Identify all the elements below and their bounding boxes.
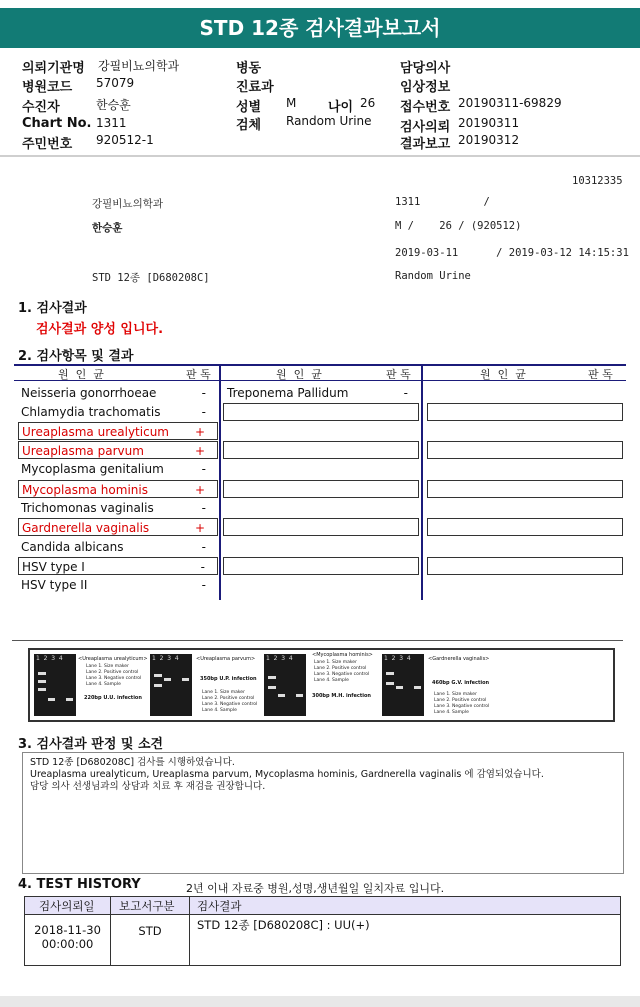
report-row [400,133,520,152]
history-result: STD 12종 [D680208C] : UU(+) [197,918,370,932]
organism-name: Mycoplasma hominis [22,483,148,497]
organism-name: HSV type II [21,578,88,592]
organism-name: Ureaplasma parvum [22,444,144,458]
organism-name: Neisseria gonorrhoeae [21,386,157,400]
result-row [224,384,420,402]
id-value: 920512-1 [96,133,154,147]
col3-header-judge: 판 독 [588,368,613,381]
organism-name: Chlamydia trachomatis [21,405,161,419]
opinion-line: 담당 의사 선생님과의 상담과 치료 후 재검을 권장합니다. [30,781,266,792]
gel-legend: Lane 1. Size maker Lane 2. Positive control Lane 3. Negative control Lane 4. Sample [86,664,142,687]
empty-cell [427,441,623,459]
result-sign: - [201,462,206,476]
opinion-line: Ureaplasma urealyticum, Ureaplasma parvum, Mycoplasma hominis, Gardnerella vaginalis 에 감염되었습니다. [30,769,544,780]
section1-heading: 1. 검사결과 [18,301,87,316]
gel-lane-numbers: 1 2 3 4 [266,655,293,662]
result-row [18,403,218,421]
history-table [24,896,621,966]
report-title: STD 12종 검사결과보고서 [0,8,640,48]
age-label: 나이 [328,100,354,115]
result-row [18,576,218,594]
gel-band [38,688,46,691]
gel-photo [150,654,192,716]
gel-legend: Lane 1. Size maker Lane 2. Positive control Lane 3. Negative control Lane 4. Sample [202,690,258,713]
section2-heading: 2. 검사항목 및 결과 [18,349,134,364]
gel-band [182,678,189,681]
result-row-positive [18,518,218,536]
history-col-result: 검사결과 [197,899,242,913]
opinion-box [22,752,624,874]
gel-band [38,680,46,683]
age-value: 26 [360,96,376,110]
grid-divider-2 [421,364,423,600]
patient-value: 한승훈 [96,98,131,112]
gel-legend: Lane 1. Size maker Lane 2. Positive control Lane 3. Negative control Lane 4. Sample [434,692,490,715]
receipt-label: 접수번호 [400,100,451,115]
organism-name: Treponema Pallidum [227,386,349,400]
result-sign: - [403,386,408,400]
patient-label: 수진자 [22,100,60,115]
result-row [18,538,218,556]
institution-label: 의뢰기관명 [22,61,85,76]
result-row [18,384,218,402]
gel-photo [382,654,424,716]
positive-result: 검사결과 양성 입니다. [36,322,164,337]
specimen-row [236,114,372,133]
result-sign: - [201,386,206,400]
result-sign: - [200,560,205,574]
gel-band [386,672,394,675]
col2-header-judge: 판 독 [386,368,411,381]
empty-cell [223,441,419,459]
gel-photo [34,654,76,716]
history-divider [189,897,190,965]
result-row [18,499,218,517]
chart-row [22,116,127,134]
section3-heading: 3. 검사결과 판정 및 소견 [18,737,164,752]
clinical-label: 임상정보 [400,80,451,95]
hospital-code-value: 57079 [96,76,135,90]
empty-cell [427,403,623,421]
doctor-label: 담당의사 [400,61,451,76]
gel-panel-result: 460bp G.V. infection [432,680,490,686]
specimen-label: 검체 [236,118,262,133]
hospital-code-label: 병원코드 [22,80,73,95]
gel-band [278,694,285,697]
history-date-cell [25,923,110,951]
gel-image-strip [28,648,615,722]
result-row-positive [18,480,218,498]
history-type: STD [138,924,162,938]
dept-row [236,76,274,94]
gel-band [414,686,421,689]
gel-band [268,676,276,679]
report-value: 20190312 [458,133,520,147]
gel-panel-result: 300bp M.H. infection [312,693,371,699]
doctor-row [400,57,450,75]
divider [12,640,623,641]
gel-band [38,672,46,675]
receipt-value: 20190311-69829 [458,96,562,110]
institution-row [22,57,180,76]
history-col-date: 검사의뢰일 [39,899,95,913]
history-col-type: 보고서구분 [119,899,175,913]
request-label: 검사의뢰 [400,120,451,135]
gel-band [154,674,162,677]
gel-band [268,686,276,689]
col2-header-cause: 원 인 균 [276,368,322,381]
gel-band [48,698,55,701]
gel-panel-title: <Ureaplasma urealyticum> [78,656,148,662]
result-row [18,557,218,575]
slip-code: 10312335 [572,175,623,187]
col1-header-cause: 원 인 균 [58,368,104,381]
ward-label: 병동 [236,61,262,76]
gel-band [386,682,394,685]
empty-cell [223,518,419,536]
gel-lane-numbers: 1 2 3 4 [36,655,63,662]
chart-label: Chart No. [22,116,92,131]
history-time: 00:00:00 [41,937,94,951]
divider [0,155,640,157]
gel-lane-numbers: 1 2 3 4 [152,655,179,662]
section4-heading: 4. TEST HISTORY [18,877,141,892]
report-label: 결과보고 [400,137,451,152]
clinical-row [400,76,450,94]
slip-chart: 1311 / [395,196,490,208]
result-sign: - [201,405,206,419]
gel-band [296,694,303,697]
organism-name: Gardnerella vaginalis [22,521,150,535]
request-value: 20190311 [458,116,520,130]
result-sign: + [194,521,205,535]
organism-name: HSV type I [22,560,85,574]
result-row-positive [18,422,218,440]
page-footer-strip [0,996,640,1007]
specimen-value: Random Urine [286,114,372,128]
empty-cell [223,557,419,575]
slip-test: STD 12종 [D680208C] [92,272,210,284]
slip-name: 한승훈 [92,222,123,234]
organism-name: Ureaplasma urealyticum [22,425,169,439]
result-sign: + [194,444,205,458]
result-sign: - [201,578,206,592]
result-sign: - [201,540,206,554]
empty-cell [427,518,623,536]
sex-row [236,96,376,115]
history-date: 2018-11-30 [34,923,101,937]
institution-value: 강필비뇨의학과 [98,59,180,73]
gel-band [66,698,73,701]
grid-divider-1 [219,364,221,600]
organism-name: Mycoplasma genitalium [21,462,164,476]
col1-header-judge: 판 독 [186,368,211,381]
slip-specimen: Random Urine [395,270,471,282]
gel-lane-numbers: 1 2 3 4 [384,655,411,662]
organism-name: Candida albicans [21,540,124,554]
result-sign: + [194,483,205,497]
result-sign: + [194,425,205,439]
gel-panel-result: 350bp U.P. infection [200,676,257,682]
empty-cell [223,403,419,421]
gel-legend: Lane 1. Size maker Lane 2. Positive control Lane 3. Negative control Lane 4. Sample [314,660,370,683]
ward-row [236,57,261,75]
slip-dates: 2019-03-11 / 2019-03-12 14:15:31 [395,247,629,259]
opinion-line: STD 12종 [D680208C] 검사를 시행하였습니다. [30,757,235,768]
organism-name: Trichomonas vaginalis [21,501,154,515]
empty-cell [427,480,623,498]
id-label: 주민번호 [22,137,73,152]
gel-panel-result: 220bp U.U. infection [84,695,142,701]
patient-row [22,96,131,115]
gel-panel-title: <Gardnerella vaginalis> [428,656,490,662]
gel-band [396,686,403,689]
request-row [400,116,520,135]
gel-panel-title: <Mycoplasma hominis> [312,652,373,658]
gel-panel-title: <Ureaplasma parvum> [196,656,256,662]
id-row [22,133,154,152]
gel-band [154,684,162,687]
empty-cell [427,557,623,575]
sex-label: 성별 [236,100,262,115]
result-sign: - [201,501,206,515]
slip-sex-age: M / 26 / (920512) [395,220,522,232]
gel-band [164,678,171,681]
result-row-positive [18,441,218,459]
receipt-row [400,96,562,115]
chart-value: 1311 [96,116,127,130]
hospital-code-row [22,76,135,95]
slip-clinic: 강필비뇨의학과 [92,198,164,210]
history-header [25,897,620,915]
result-row [18,460,218,478]
history-note: 2년 이내 자료중 병원,성명,생년월일 일치자료 입니다. [186,882,445,895]
sex-value: M [286,96,297,110]
gel-photo [264,654,306,716]
dept-label: 진료과 [236,80,274,95]
empty-cell [223,480,419,498]
col3-header-cause: 원 인 균 [480,368,526,381]
